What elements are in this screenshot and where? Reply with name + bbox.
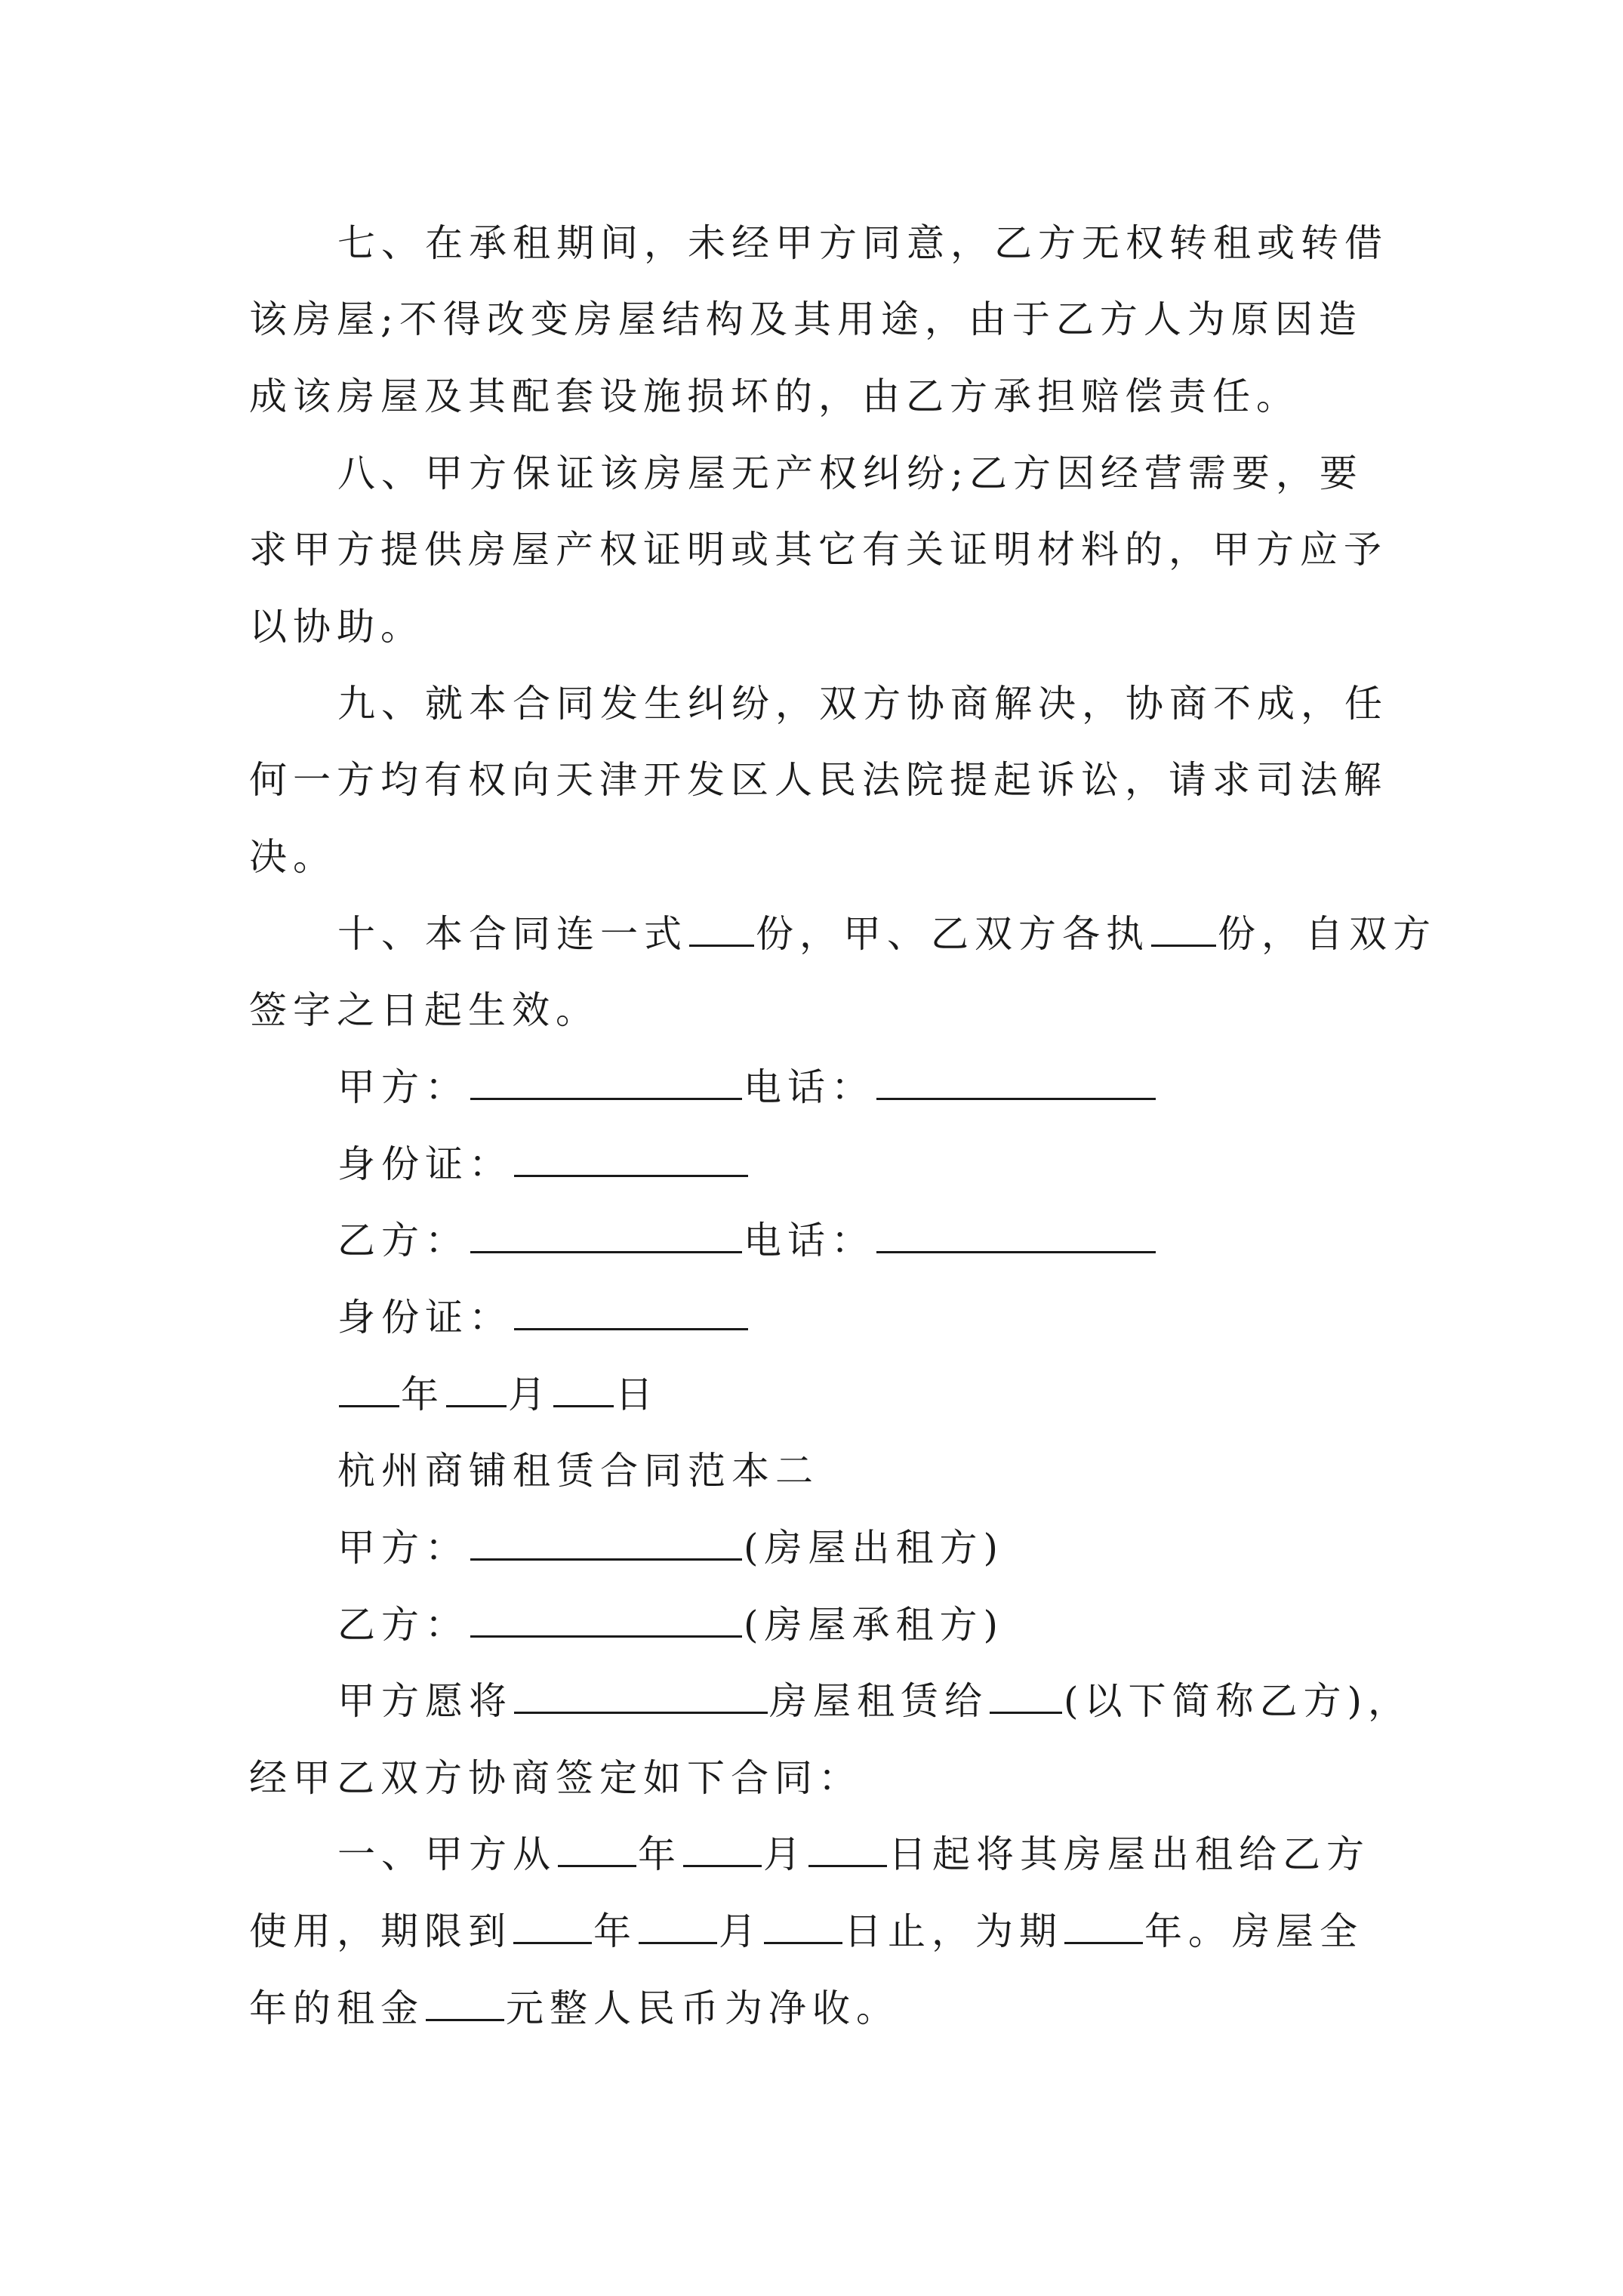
- c2-party-b-role: (房屋承租方): [744, 1603, 1005, 1647]
- party-a-id-label: 身份证：: [337, 1142, 513, 1186]
- c2-item-1-l2-text-d: 年。房屋全: [1144, 1909, 1363, 1953]
- c2-end-year-blank[interactable]: [513, 1909, 592, 1944]
- c2-item-1-text-a: 一、甲方从: [337, 1832, 556, 1876]
- clause-10-line-2: 签字之日起生效。: [249, 988, 599, 1032]
- c2-item-1-l2-text-a: 使用，期限到: [249, 1909, 512, 1953]
- c2-item-1-text-c: 日起将其房屋出租给乙方: [888, 1832, 1370, 1876]
- clause-9-line-3: 决。: [249, 835, 337, 879]
- sign-party-a-row: [337, 1065, 1157, 1110]
- clause-8-line-1: 八、甲方保证该房屋无产权纠纷;乙方因经营需要，要: [337, 451, 1363, 495]
- clause-8-line-3: 以协助。: [249, 605, 424, 649]
- date-year-label: 年: [401, 1373, 445, 1416]
- template-2-title: 杭州商铺租赁合同范本二: [337, 1449, 819, 1493]
- clause-9-line-1: 九、就本合同发生纠纷，双方协商解决，协商不成，任: [337, 682, 1388, 726]
- clause-8-line-2: 求甲方提供房屋产权证明或其它有关证明材料的，甲方应予: [249, 528, 1387, 572]
- clause-7-line-2: 该房屋;不得改变房屋结构及其用途，由于乙方人为原因造: [249, 297, 1363, 341]
- party-b-label: 乙方：: [337, 1219, 469, 1262]
- c2-item-1-l3-text-b: 元整人民币为净收。: [506, 1986, 900, 2030]
- c2-party-b-blank[interactable]: [470, 1602, 742, 1638]
- c2-item-1-line-1: [337, 1832, 1370, 1877]
- c2-property-blank[interactable]: [514, 1678, 768, 1714]
- party-a-id-blank[interactable]: [514, 1142, 748, 1177]
- c2-rent-amount-blank[interactable]: [426, 1986, 504, 2021]
- party-b-name-blank[interactable]: [470, 1218, 742, 1253]
- party-a-phone-blank[interactable]: [876, 1065, 1156, 1100]
- party-b-id-blank[interactable]: [514, 1295, 748, 1330]
- date-month-label: 月: [508, 1373, 552, 1416]
- party-a-label: 甲方：: [337, 1065, 469, 1109]
- c2-item-1-line-3: [249, 1986, 900, 2031]
- c2-start-day-blank[interactable]: [808, 1832, 887, 1867]
- party-a-name-blank[interactable]: [470, 1065, 742, 1100]
- c2-start-month-label: 月: [763, 1832, 807, 1876]
- clause-9-line-2: 何一方均有权向天津开发区人民法院提起诉讼，请求司法解: [249, 758, 1387, 802]
- c2-end-year-label: 年: [593, 1909, 637, 1953]
- sign-party-a-id-row: [337, 1142, 750, 1187]
- c2-intro-text-b: 房屋租赁给: [769, 1679, 988, 1723]
- clause-10-text-c: 份，自双方: [1218, 912, 1437, 956]
- party-b-id-label: 身份证：: [337, 1296, 513, 1339]
- c2-intro-line-1: [337, 1678, 1412, 1724]
- sign-party-b-row: [337, 1218, 1157, 1263]
- party-b-phone-blank[interactable]: [876, 1218, 1156, 1253]
- sign-party-b-id-row: [337, 1295, 750, 1340]
- c2-start-year-label: 年: [638, 1832, 682, 1876]
- c2-item-1-line-2: [249, 1909, 1363, 1954]
- clause-10-text-a: 十、本合同连一式: [337, 912, 688, 956]
- c2-party-a-blank[interactable]: [470, 1525, 742, 1561]
- clause-10-text-b: 份，甲、乙双方各执: [756, 912, 1150, 956]
- c2-party-b-row: [337, 1602, 1004, 1647]
- clause-7-line-1: 七、在承租期间，未经甲方同意，乙方无权转租或转借: [337, 221, 1388, 265]
- copies-total-blank[interactable]: [689, 911, 754, 947]
- date-day-blank[interactable]: [553, 1372, 614, 1407]
- date-month-blank[interactable]: [446, 1372, 507, 1407]
- c2-start-month-blank[interactable]: [683, 1832, 762, 1867]
- date-day-label: 日: [615, 1373, 659, 1416]
- c2-item-1-l2-text-c: 日止，为期: [844, 1909, 1063, 1953]
- c2-end-month-blank[interactable]: [639, 1909, 717, 1944]
- c2-end-month-label: 月: [719, 1909, 762, 1953]
- c2-party-b-label: 乙方：: [337, 1603, 469, 1647]
- clause-7-line-3: 成该房屋及其配套设施损坏的，由乙方承担赔偿责任。: [249, 374, 1300, 418]
- c2-lessee-blank[interactable]: [990, 1678, 1062, 1714]
- date-year-blank[interactable]: [339, 1372, 399, 1407]
- c2-party-a-role: (房屋出租方): [744, 1526, 1005, 1570]
- c2-intro-line-2: 经甲乙双方协商签定如下合同：: [249, 1756, 862, 1800]
- party-b-phone-label: 电话：: [744, 1219, 875, 1262]
- c2-party-a-label: 甲方：: [337, 1526, 469, 1570]
- date-row: [337, 1372, 659, 1417]
- copies-each-blank[interactable]: [1151, 911, 1216, 947]
- c2-end-day-blank[interactable]: [764, 1909, 842, 1944]
- party-a-phone-label: 电话：: [744, 1065, 875, 1109]
- c2-party-a-row: [337, 1525, 1004, 1570]
- clause-10-line-1: [337, 911, 1437, 957]
- c2-intro-text-c: (以下简称乙方)，: [1064, 1679, 1412, 1723]
- c2-term-years-blank[interactable]: [1064, 1909, 1143, 1944]
- c2-item-1-l3-text-a: 年的租金: [249, 1986, 424, 2030]
- c2-start-year-blank[interactable]: [558, 1832, 636, 1867]
- c2-intro-text-a: 甲方愿将: [337, 1679, 513, 1723]
